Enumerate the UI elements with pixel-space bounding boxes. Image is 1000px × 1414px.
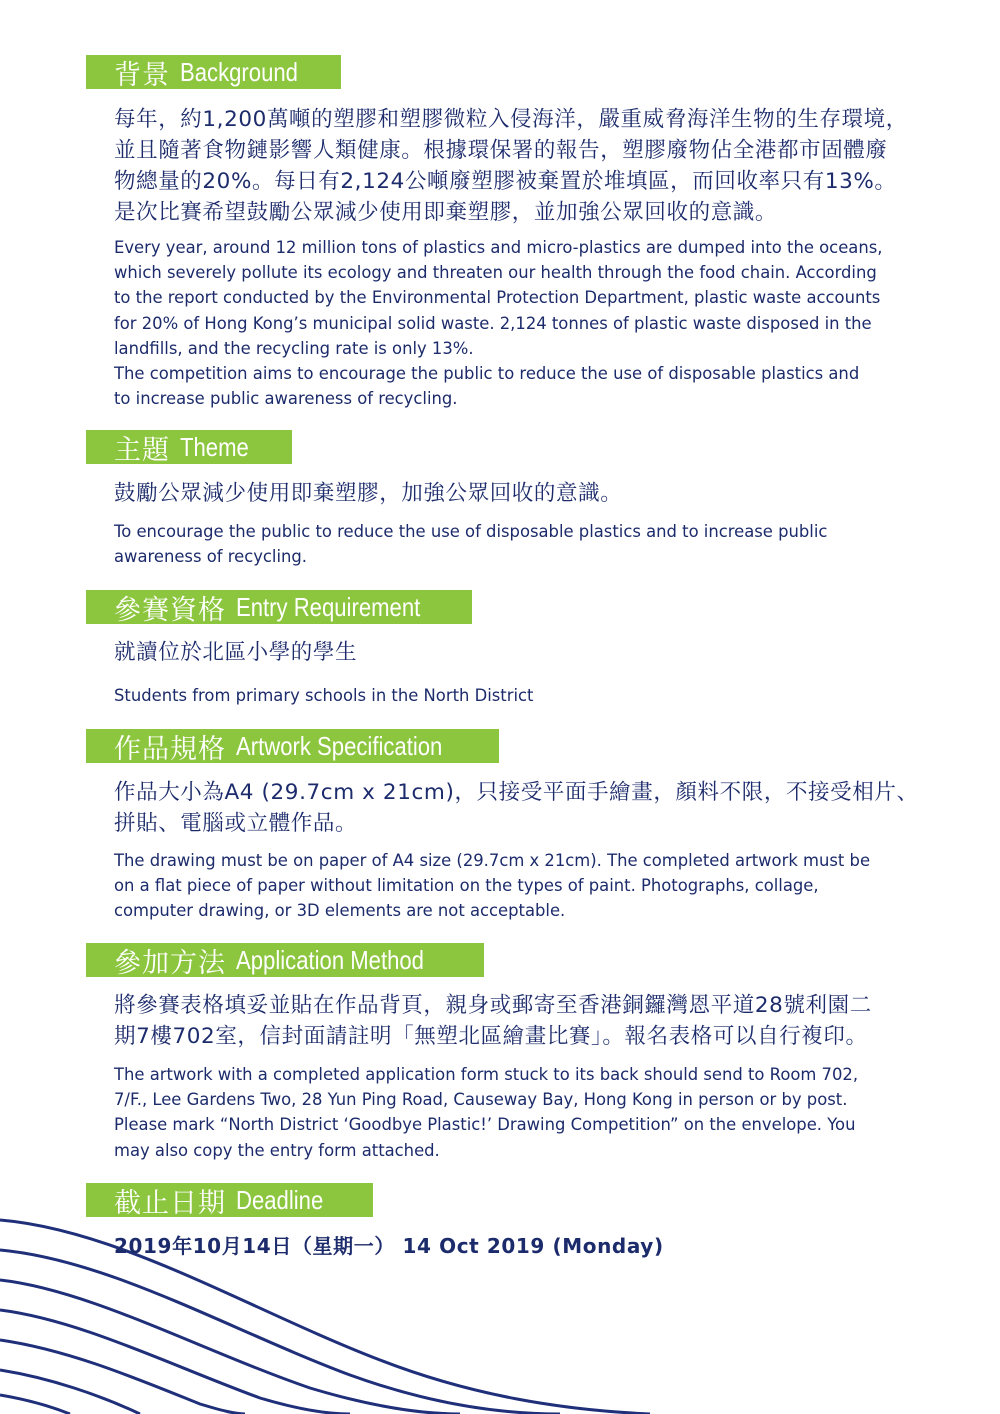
background-en-line: for 20% of Hong Kong’s municipal solid waste. 2,124 tonnes of plastic waste disposed in the	[114, 313, 872, 333]
artwork-en-line: The drawing must be on paper of A4 size (29.7cm x 21cm). The completed artwork must be	[114, 851, 871, 870]
background-heading-zh: 背景	[114, 59, 170, 91]
artwork-en-line: on a flat piece of paper without limitation on the types of paint. Photographs, collage,	[114, 876, 819, 896]
application-en-line: Please mark “North District ‘Goodbye Plastic!’ Drawing Competition” on the envelope. You	[114, 1115, 856, 1135]
theme-en-line: awareness of recycling.	[114, 547, 308, 567]
theme-zh-text: 鼓勵公眾減少使用即棄塑膠，加強公眾回收的意識。	[114, 481, 623, 506]
theme-heading	[86, 430, 292, 464]
background-zh-line: 是次比賽希望鼓勵公眾減少使用即棄塑膠，並加強公眾回收的意識。	[114, 200, 778, 225]
application-zh-line: 將參賽表格填妥並貼在作品背頁，親身或郵寄至香港銅鑼灣恩平道28號利園二	[114, 993, 872, 1018]
background-en-text	[114, 235, 940, 411]
entry-heading-en: Entry Requirement	[236, 591, 421, 622]
entry-heading-zh: 參賽資格	[114, 594, 226, 626]
entry-en-text: Students from primary schools in the North District	[114, 686, 534, 705]
artwork-heading-en: Artwork Specification	[236, 730, 443, 761]
background-en-line: to the report conducted by the Environmental Protection Department, plastic waste accounts	[114, 288, 881, 308]
application-en-line: may also copy the entry form attached.	[114, 1140, 440, 1160]
deadline-heading	[86, 1183, 373, 1217]
entry-zh-text: 就讀位於北區小學的學生	[114, 640, 358, 665]
application-en-line: The artwork with a completed application form stuck to its back should send to Room 702,	[114, 1065, 859, 1084]
artwork-heading-zh: 作品規格	[114, 733, 226, 765]
background-en-line: which severely pollute its ecology and threaten our health through the food chain. According	[114, 263, 877, 283]
application-zh-line: 期7樓702室，信封面請註明「無塑北區繪畫比賽」。報名表格可以自行複印。	[114, 1024, 868, 1049]
background-heading-en: Background	[180, 56, 298, 87]
theme-en-text	[114, 519, 940, 569]
background-zh-line: 每年，約1,200萬噸的塑膠和塑膠微粒入侵海洋，嚴重威脅海洋生物的生存環境，	[114, 107, 908, 132]
artwork-zh-line: 拼貼、電腦或立體作品。	[114, 811, 358, 836]
background-zh-text	[114, 104, 944, 228]
background-en-line: Every year, around 12 million tons of plastics and micro-plastics are dumped into the oceans,	[114, 238, 883, 257]
application-heading-zh: 參加方法	[114, 947, 226, 979]
background-en-line: The competition aims to encourage the public to reduce the use of disposable plastics and	[114, 364, 860, 384]
wave-decoration	[0, 1190, 760, 1414]
background-zh-line: 並且隨著食物鏈影響人類健康。根據環保署的報告，塑膠廢物佔全港都市固體廢	[114, 138, 888, 163]
theme-en-line: To encourage the public to reduce the use of disposable plastics and to increase public	[114, 522, 828, 541]
artwork-zh-text	[114, 777, 944, 839]
entry-heading	[86, 590, 472, 624]
artwork-en-text	[114, 848, 940, 924]
background-en-line: landfills, and the recycling rate is only 13%.	[114, 338, 474, 358]
artwork-zh-line: 作品大小為A4 (29.7cm x 21cm)，只接受平面手繪畫，顏料不限，不接受相片、	[114, 780, 919, 805]
theme-heading-zh: 主題	[114, 434, 170, 466]
deadline-heading-en: Deadline	[236, 1184, 324, 1215]
background-heading	[86, 55, 341, 89]
theme-heading-en: Theme	[180, 431, 249, 462]
application-en-line: 7/F., Lee Gardens Two, 28 Yun Ping Road, Causeway Bay, Hong Kong in person or by post.	[114, 1090, 848, 1110]
deadline-heading-zh: 截止日期	[114, 1187, 226, 1219]
application-zh-text	[114, 990, 944, 1052]
application-heading-en: Application Method	[236, 944, 424, 975]
application-heading	[86, 943, 484, 977]
deadline-text: 2019年10月14日（星期一） 14 Oct 2019 (Monday)	[114, 1234, 664, 1258]
application-en-text	[114, 1062, 940, 1163]
artwork-heading	[86, 729, 499, 763]
background-en-line: to increase public awareness of recycling.	[114, 389, 458, 409]
artwork-en-line: computer drawing, or 3D elements are not acceptable.	[114, 901, 566, 921]
background-zh-line: 物總量的20%。每日有2,124公噸廢塑膠被棄置於堆填區，而回收率只有13%。	[114, 169, 897, 194]
